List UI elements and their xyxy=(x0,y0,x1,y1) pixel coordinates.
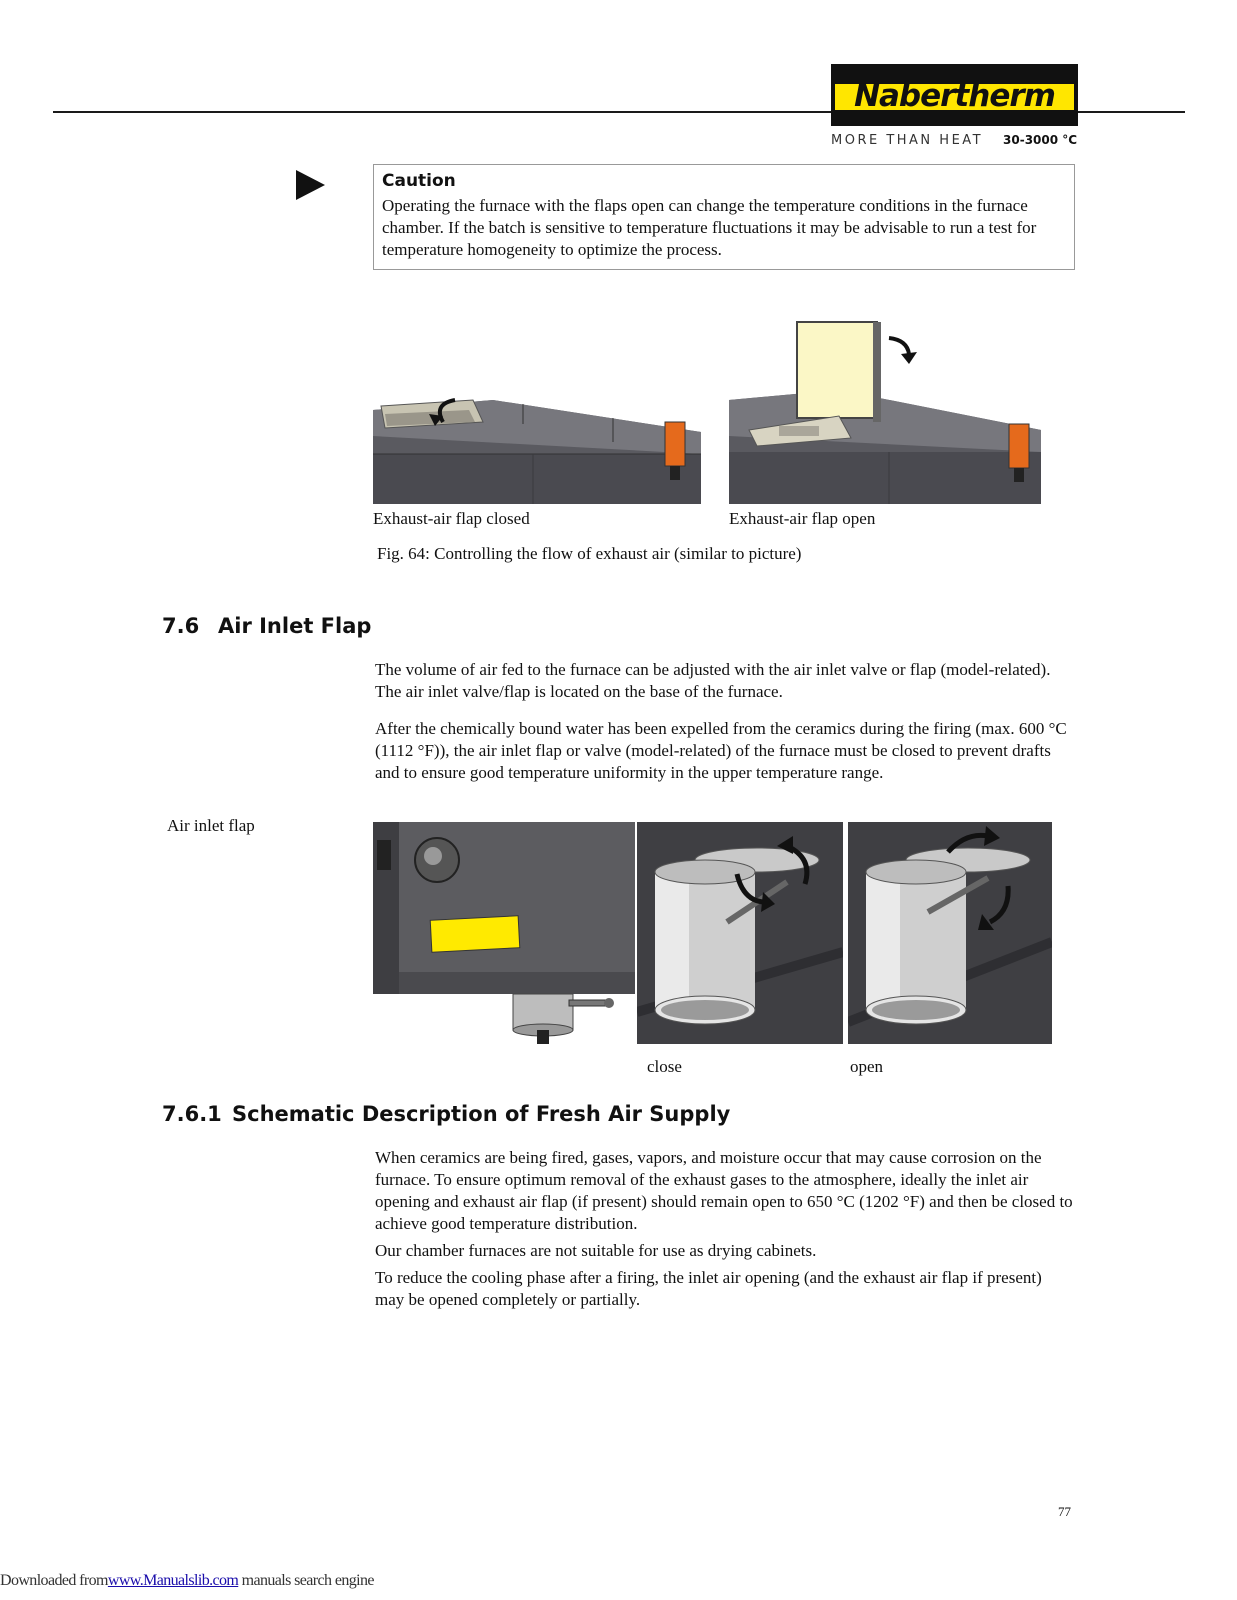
page-number: 77 xyxy=(1058,1504,1071,1519)
section-7-6-1-title: Schematic Description of Fresh Air Supply xyxy=(232,1102,731,1126)
caution-box xyxy=(373,164,1075,270)
section-7-6-paragraph-2: After the chemically bound water has been expelled from the ceramics during the firing (max. 600 °C (1112 °F)), the air inlet flap or valve (model-related) of the furnace must be closed to prevent drafts and to ensure good temperature uniformity in the upper temperature range. xyxy=(375,719,1067,782)
exhaust-closed-label: Exhaust-air flap closed xyxy=(373,509,530,528)
section-7-6-1-paragraph-2: Our chamber furnaces are not suitable for use as drying cabinets. xyxy=(375,1241,817,1260)
flap-close-label: close xyxy=(647,1057,682,1076)
exhaust-flap-closed-image xyxy=(373,392,701,504)
section-7-6-title: Air Inlet Flap xyxy=(218,614,372,638)
exhaust-open-label: Exhaust-air flap open xyxy=(729,509,876,528)
footer-prefix: Downloaded from xyxy=(0,1572,108,1589)
caution-arrow-icon xyxy=(296,170,325,200)
temp-range: 30-3000 °C xyxy=(1003,133,1078,147)
caution-body: Operating the furnace with the flaps open can change the temperature conditions in the furnace chamber. If the batch is sensitive to temperature fluctuations it may be advisable to run a test for temperature homogeneity to optimize the process. xyxy=(382,196,1037,259)
section-7-6-1-paragraph-3: To reduce the cooling phase after a firing, the inlet air opening (and the exhaust air flap if present) may be opened completely or partially. xyxy=(375,1268,1042,1309)
air-inlet-flap-overview-image xyxy=(373,822,635,1044)
section-7-6-1-number: 7.6.1 xyxy=(162,1102,222,1126)
nabertherm-logo: Nabertherm xyxy=(831,64,1078,126)
figure-64-caption: Fig. 64: Controlling the flow of exhaust air (similar to picture) xyxy=(377,544,802,563)
air-inlet-flap-open-image xyxy=(848,822,1052,1044)
caution-title: Caution xyxy=(382,171,456,191)
air-inlet-flap-close-image xyxy=(637,822,843,1044)
flap-open-label: open xyxy=(850,1057,884,1076)
section-7-6-1-heading xyxy=(162,1102,730,1126)
footer-suffix: manuals search engine xyxy=(238,1572,374,1589)
logo-tagline: MORE THAN HEAT 30-3000 °C xyxy=(831,133,1078,148)
download-footer xyxy=(0,1572,374,1590)
section-7-6-number: 7.6 xyxy=(162,614,200,638)
manualslib-link[interactable]: www.Manualslib.com xyxy=(107,1572,239,1589)
section-7-6-heading xyxy=(162,614,371,638)
section-7-6-paragraph-1: The volume of air fed to the furnace can be adjusted with the air inlet valve or flap (model-related). The air inlet valve/flap is located on the base of the furnace. xyxy=(375,660,1051,701)
exhaust-flap-open-image xyxy=(729,320,1041,504)
section-7-6-1-paragraph-1: When ceramics are being fired, gases, vapors, and moisture occur that may cause corrosion on the furnace. To ensure optimum removal of the exhaust gases to the atmosphere, ideally the inlet air opening and exhaust air flap (if present) should remain open to 650 °C (1202 °F) and then be closed to achieve good temperature distribution. xyxy=(375,1148,1073,1233)
air-inlet-flap-label: Air inlet flap xyxy=(167,816,255,835)
